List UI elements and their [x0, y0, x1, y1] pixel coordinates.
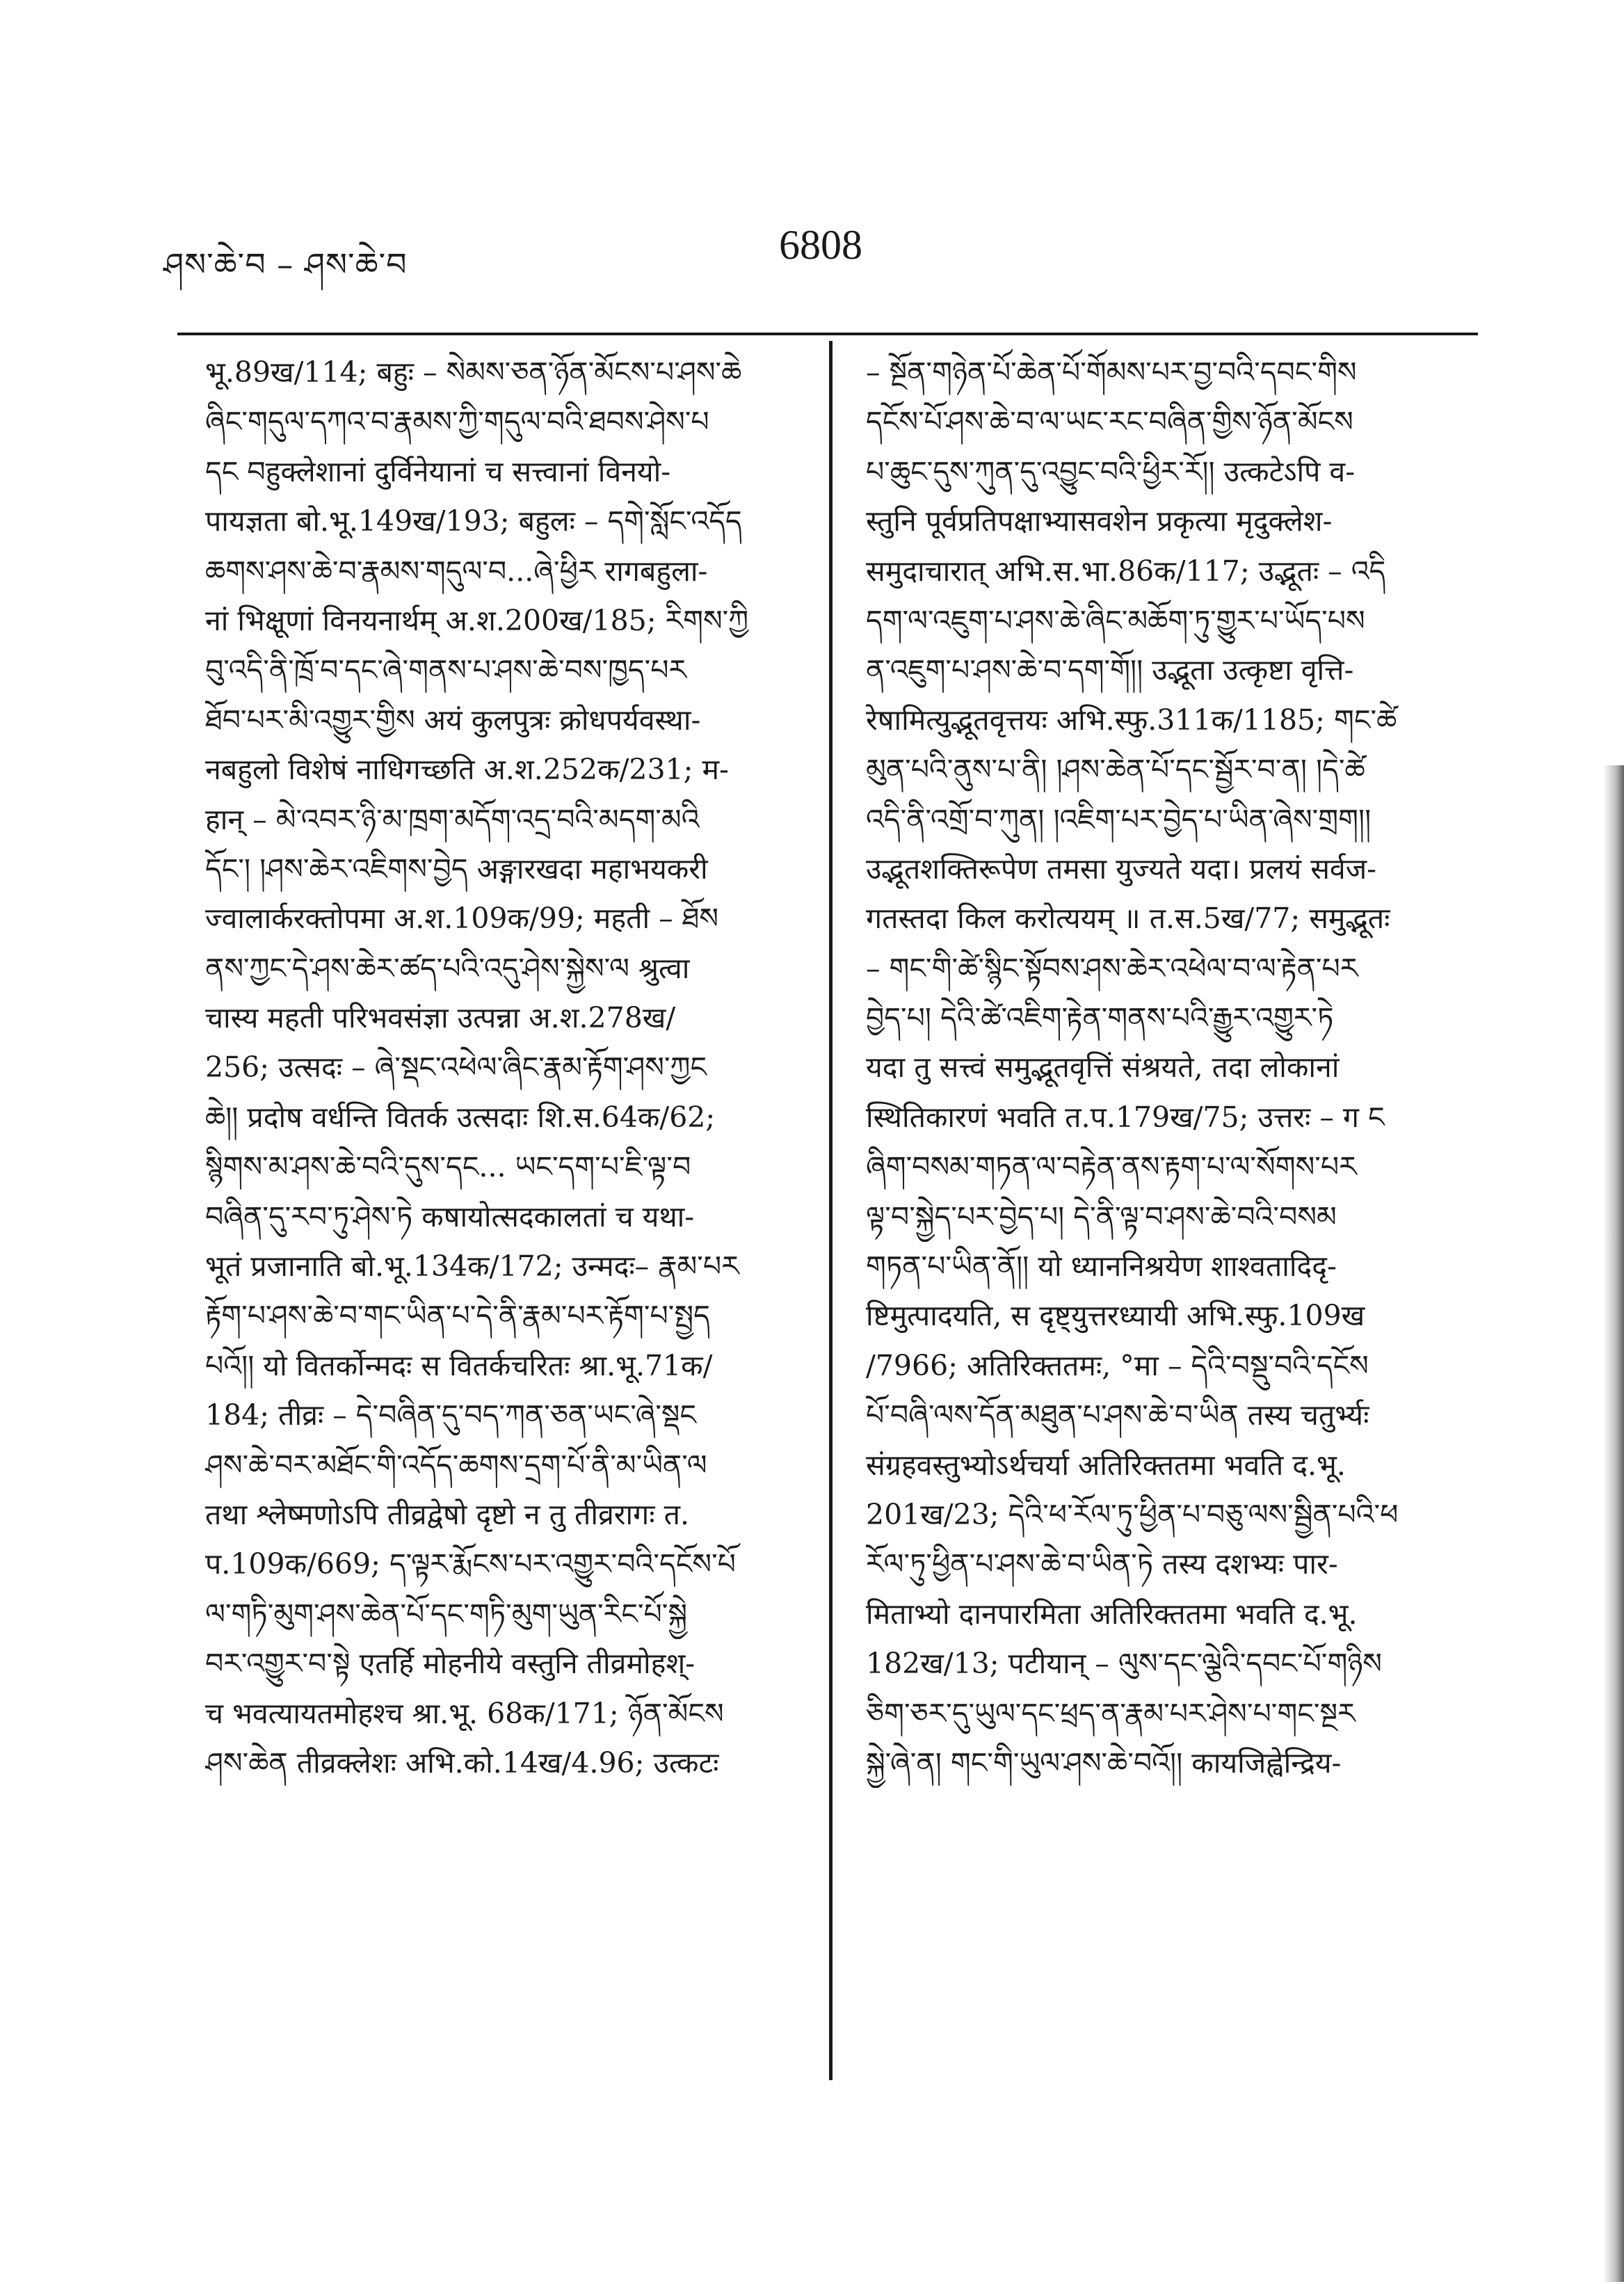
entry-line: चास्य महती परिभवसंज्ञा उत्पन्ना अ.श.278ख/	[205, 1001, 676, 1035]
entry-line: हान् – མེ་འབར་ཉི་མ་ཁྲག་མདོག་འདྲ་བའི་མདག་མའི	[205, 802, 700, 836]
entry-line: /7966; अतिरिक्ततमः, °मा – དེའི་བསྡུ་བའི་དངོས	[866, 1348, 1369, 1382]
entry-line: ན་འཇུག་པ་ཤས་ཆེ་བ་དག་གོ།། उद्भूता उत्कृष्टा वृत्ति-	[866, 653, 1354, 687]
entry-line: ཞིང་གདུལ་དཀའ་བ་རྣམས་ཀྱི་གདུལ་བའི་ཐབས་ཤེས་པ	[205, 405, 709, 439]
entry-line: – གང་གི་ཚེ་སྙིང་སྟོབས་ཤས་ཆེར་འཕེལ་བ་ལ་རྟེན་པར	[866, 951, 1358, 985]
entry-line: རོལ་ཏུ་ཕྱིན་པ་ཤས་ཆེ་བ་ཡིན་ཏེ तस्य दशभ्यः पार-	[866, 1547, 1338, 1581]
entry-line: པོ་བཞི་ལས་དོན་མཐུན་པ་ཤས་ཆེ་བ་ཡིན तस्य चतुर्भ्यः	[866, 1398, 1369, 1432]
entry-line: ཤས་ཆེ་བར་མཐོང་གི་འདོད་ཆགས་དྲག་པོ་ནི་མ་ཡིན་ལ	[205, 1448, 707, 1482]
entry-line: དངོས་པོ་ཤས་ཆེ་བ་ལ་ཡང་རང་བཞིན་གྱིས་ཉོན་མོངས	[866, 405, 1353, 439]
entry-line: ནས་ཀྱང་དེ་ཤས་ཆེར་ཚད་པའི་འདུ་ཤེས་སྐྱེས་ལ श्रुत्वा	[205, 951, 690, 985]
entry-line: ज्वालार्करक्तोपमा अ.श.109क/99; महती – ཐོས	[205, 902, 719, 936]
entry-line: पायज्ञता बो.भू.149ख/193; बहुलः – དགེ་སློང་འདོད	[205, 504, 742, 538]
entry-line: मिताभ्यो दानपारमिता अतिरिक्ततमा भवति द.भू.	[866, 1597, 1358, 1631]
entry-line: 184; तीव्रः – དེ་བཞིན་དུ་བད་ཀན་ཅན་ཡང་ཞེ་སྡང	[205, 1398, 697, 1432]
entry-line: – སྔོན་གཉེན་པོ་ཆེན་པོ་གོམས་པར་བྱ་བའི་དབང་གིས	[866, 356, 1357, 389]
entry-line: समुदाचारात् अभि.स.भा.86क/117; उद्भूतः – འདི	[866, 554, 1386, 588]
entry-line: བཞིན་དུ་རབ་ཏུ་ཤེས་ཏེ कषायोत्सदकालतां च यथा-	[205, 1199, 695, 1233]
entry-line: དག་ལ་འཇུག་པ་ཤས་ཆེ་ཞིང་མཆོག་ཏུ་གྱུར་པ་ཡོད་པས	[866, 603, 1365, 637]
entry-line: འདི་ནི་འགྲོ་བ་ཀུན། །འཇིག་པར་བྱེད་པ་ཡིན་ཞེས་གྲག།།	[866, 802, 1372, 836]
entry-line: यदा तु सत्त्वं समुद्भूतवृत्तिं संश्रयते, तदा लोकानां	[866, 1051, 1340, 1085]
entry-line: रेषामित्युद्भूतवृत्तयः अभि.स्फु.311क/1185; གང་ཚེ	[866, 703, 1397, 737]
entry-line: 182ख/13; पटीयान् – ལུས་དང་ལྕེའི་དབང་པོ་གཉིས	[866, 1647, 1382, 1681]
page-edge-shadow	[1603, 765, 1624, 2282]
running-head: ཤས་ཆེ་བ – ཤས་ཆེ་བ	[163, 246, 408, 283]
entry-line: प.109क/669; ད་ལྟར་རྨོངས་པར་འགྱུར་བའི་དངོས་པོ	[205, 1547, 736, 1581]
entry-line: भू.89ख/114; बहुः – སེམས་ཅན་ཉོན་མོངས་པ་ཤས་ཆེ	[205, 356, 742, 389]
entry-line: नबहुलो विशेषं नाधिगच्छति अ.श.252क/231; म-	[205, 753, 729, 787]
entry-line: སྐྱེ་ཞེ་ན། གང་གི་ཡུལ་ཤས་ཆེ་བའོ།། कायजिह्वेन्द्रिय-	[866, 1746, 1342, 1780]
entry-line: ཆགས་ཤས་ཆེ་བ་རྣམས་གདུལ་བ...ཞེ་ཕྱིར रागबहुला-	[205, 554, 708, 588]
entry-line: དང བहुक्लेशानां दुर्विनेयानां च सत्त्वानां विनयो-	[205, 454, 671, 488]
entry-line: རྟོག་པ་ཤས་ཆེ་བ་གང་ཡིན་པ་དེ་ནི་རྣམ་པར་རྟོག་པ་སྤྱད	[205, 1299, 710, 1333]
entry-line: गतस्तदा किल करोत्ययम् ॥ त.स.5ख/77; समुद्भूतः	[866, 902, 1390, 936]
entry-line: ལྟ་བ་སྐྱེད་པར་བྱེད་པ། དེ་ནི་ལྟ་བ་ཤས་ཆེ་བའི་བསམ	[866, 1199, 1337, 1233]
entry-line: ལ་གཏི་མུག་ཤས་ཆེན་པོ་དང་གཏི་མུག་ཡུན་རིང་པོ་སྐྱེ	[205, 1597, 688, 1631]
entry-line: ཆེ།། प्रदोष वर्धन्ति वितर्क उत्सदाः शि.स.64क/62;	[205, 1100, 716, 1134]
entry-line: བར་འགྱུར་བ་སྟེ एतर्हि मोहनीये वस्तुनि तीव्रमोहश्-	[205, 1647, 696, 1681]
entry-line: བུ་འདི་ནི་ཁྲོ་བ་དང་ཞེ་གནས་པ་ཤས་ཆེ་བས་ཁྱད་པར	[205, 653, 687, 687]
entry-line: नां भिक्षूणां विनयनार्थम् अ.श.200ख/185; རིགས་ཀྱི	[205, 603, 749, 637]
entry-line: སྙིགས་མ་ཤས་ཆེ་བའི་དུས་དང... ཡང་དག་པ་ཇི་ལྟ་བ	[205, 1150, 691, 1184]
entry-line: བྱེད་པ། དེའི་ཚེ་འཇིག་རྟེན་གནས་པའི་རྒྱུར་འགྱུར་ཏེ	[866, 1001, 1334, 1035]
entry-line: भूतं प्रजानाति बो.भू.134क/172; उन्मदः– རྣམ་པར	[205, 1249, 739, 1284]
entry-line: ཞིག་བསམ་གཏན་ལ་བརྟེན་ནས་རྟག་པ་ལ་སོགས་པར	[866, 1150, 1357, 1184]
header-rule	[177, 333, 1478, 335]
entry-line: མུན་པའི་ནུས་པ་ནི། །ཤས་ཆེན་པོ་དང་སྦྱོར་བ་ན། །དེ་ཚེ	[866, 753, 1365, 787]
entry-line: 201ख/23; དེའི་ཕ་རོལ་ཏུ་ཕྱིན་པ་བཅུ་ལས་སྦྱིན་པའི་ཕ	[866, 1497, 1399, 1531]
page-header	[163, 209, 1436, 285]
right-column	[866, 348, 1464, 1788]
entry-line: ཐོབ་པར་མི་འགྱུར་གྱིས अयं कुलपुत्रः क्रोधपर्यवस्था-	[205, 703, 701, 737]
entry-line: གཏན་པ་ཡིན་ནོ།། यो ध्याननिश्रयेण शाश्वतादिदृ-	[866, 1249, 1337, 1284]
entry-line: པའོ།། यो वितर्कोन्मदः स वितर्कचरितः श्रा.भू.71क/	[205, 1348, 713, 1382]
entry-line: པ་ཆུང་དུས་ཀུན་དུ་འབྱུང་བའི་ཕྱིར་རོ།། उत्कटेऽपि व-	[866, 454, 1356, 488]
entry-line: ཅིག་ཅར་དུ་ཡུལ་དང་ཕྲད་ན་རྣམ་པར་ཤེས་པ་གང་སྔར	[866, 1696, 1356, 1730]
entry-line: च भवत्यायतमोहश्च श्रा.भू. 68क/171; ཉོན་མོངས	[205, 1696, 724, 1730]
entry-line: स्थितिकारणं भवति त.प.179ख/75; उत्तरः – ग ང	[866, 1100, 1385, 1134]
entry-line: ष्टिमुत्पादयति, स दृष्ट्युत्तरध्यायी अभि.स्फु.109ख	[866, 1299, 1365, 1333]
entry-line: དོང་། །ཤས་ཆེར་འཇིགས་བྱེད अङ्गारखदा महाभयकरी	[205, 852, 708, 886]
left-column	[205, 348, 803, 1788]
entry-line: उद्भूतशक्तिरूपेण तमसा युज्यते यदा। प्रलयं सर्वज-	[866, 852, 1376, 886]
entry-line: 256; उत्सदः – ཞེ་སྡང་འཕེལ་ཞིང་རྣམ་རྟོག་ཤས་ཀྱང	[205, 1051, 707, 1085]
entry-line: स्तुनि पूर्वप्रतिपक्षाभ्यासवशेन प्रकृत्या मृदुक्लेश-	[866, 504, 1333, 538]
column-divider	[829, 341, 833, 2080]
entry-line: संग्रहवस्तुभ्योऽर्थचर्या अतिरिक्ततमा भवति द.भू.	[866, 1448, 1346, 1482]
entry-line: ཤས་ཆེན तीव्रक्लेशः अभि.को.14ख/4.96; उत्कटः	[205, 1746, 719, 1780]
entry-line: तथा श्लेष्मणोऽपि तीव्रद्वेषो दृष्टो न तु तीव्ररागः त.	[205, 1497, 689, 1531]
page-number: 6808	[779, 222, 862, 268]
